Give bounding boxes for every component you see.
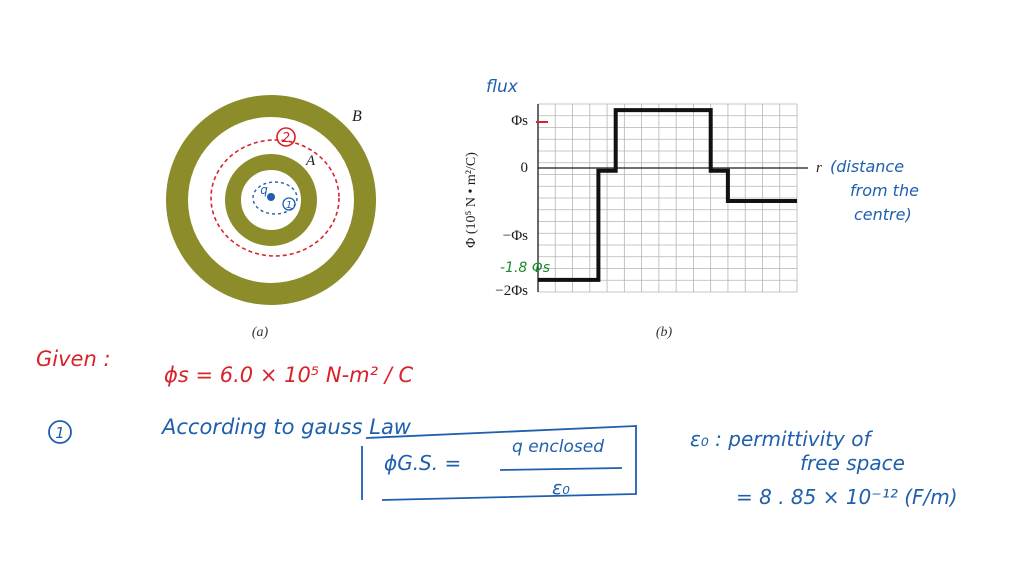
according-text: According to gauss Law: [162, 415, 411, 439]
point-charge-dot: [267, 193, 275, 201]
distance-note-1: (distance: [830, 157, 905, 176]
label-b: B: [352, 108, 362, 125]
note-2: 2: [281, 131, 291, 146]
eps-def-line-3: = 8 . 85 × 10⁻¹² (F/m): [736, 485, 958, 509]
phi-s-equation: ϕs = 6.0 × 10⁵ N-m² / C: [164, 363, 414, 387]
note-q: q: [260, 183, 268, 197]
note-1: 1: [285, 200, 293, 211]
green-note: -1.8 Φs: [500, 260, 551, 276]
step-1-number: 1: [55, 424, 65, 442]
y-axis-label: Φ (10⁵ N • m²/C): [464, 152, 479, 248]
formula-numerator: q enclosed: [512, 437, 605, 457]
flux-step-line: [538, 110, 797, 280]
flux-note: flux: [486, 77, 518, 97]
notes: [36, 347, 958, 509]
chart-grid: [538, 104, 797, 292]
eps-def-line-2: free space: [800, 451, 905, 475]
tick-phi-s: Φs: [511, 113, 528, 129]
formula-denominator: ε₀: [552, 477, 570, 499]
distance-note-3: centre): [854, 205, 912, 224]
flux-series: [538, 110, 797, 280]
given-label: Given :: [36, 347, 111, 371]
figure-b: [464, 77, 919, 340]
formula-fraction-bar: [500, 468, 622, 470]
tick-neg-2phi-s: −2Φs: [495, 283, 528, 299]
distance-note-2: from the: [850, 181, 919, 200]
caption-a: (a): [251, 325, 269, 340]
formula-left: ϕG.S. =: [384, 451, 462, 475]
tick-zero: 0: [520, 160, 528, 176]
caption-b: (b): [655, 325, 673, 340]
figure-a: [177, 106, 365, 340]
label-a: A: [306, 153, 316, 169]
eps-def-line-1: ε₀ : permittivity of: [690, 427, 871, 451]
x-axis-label: r: [816, 160, 822, 176]
tick-neg-phi-s: −Φs: [502, 228, 528, 244]
